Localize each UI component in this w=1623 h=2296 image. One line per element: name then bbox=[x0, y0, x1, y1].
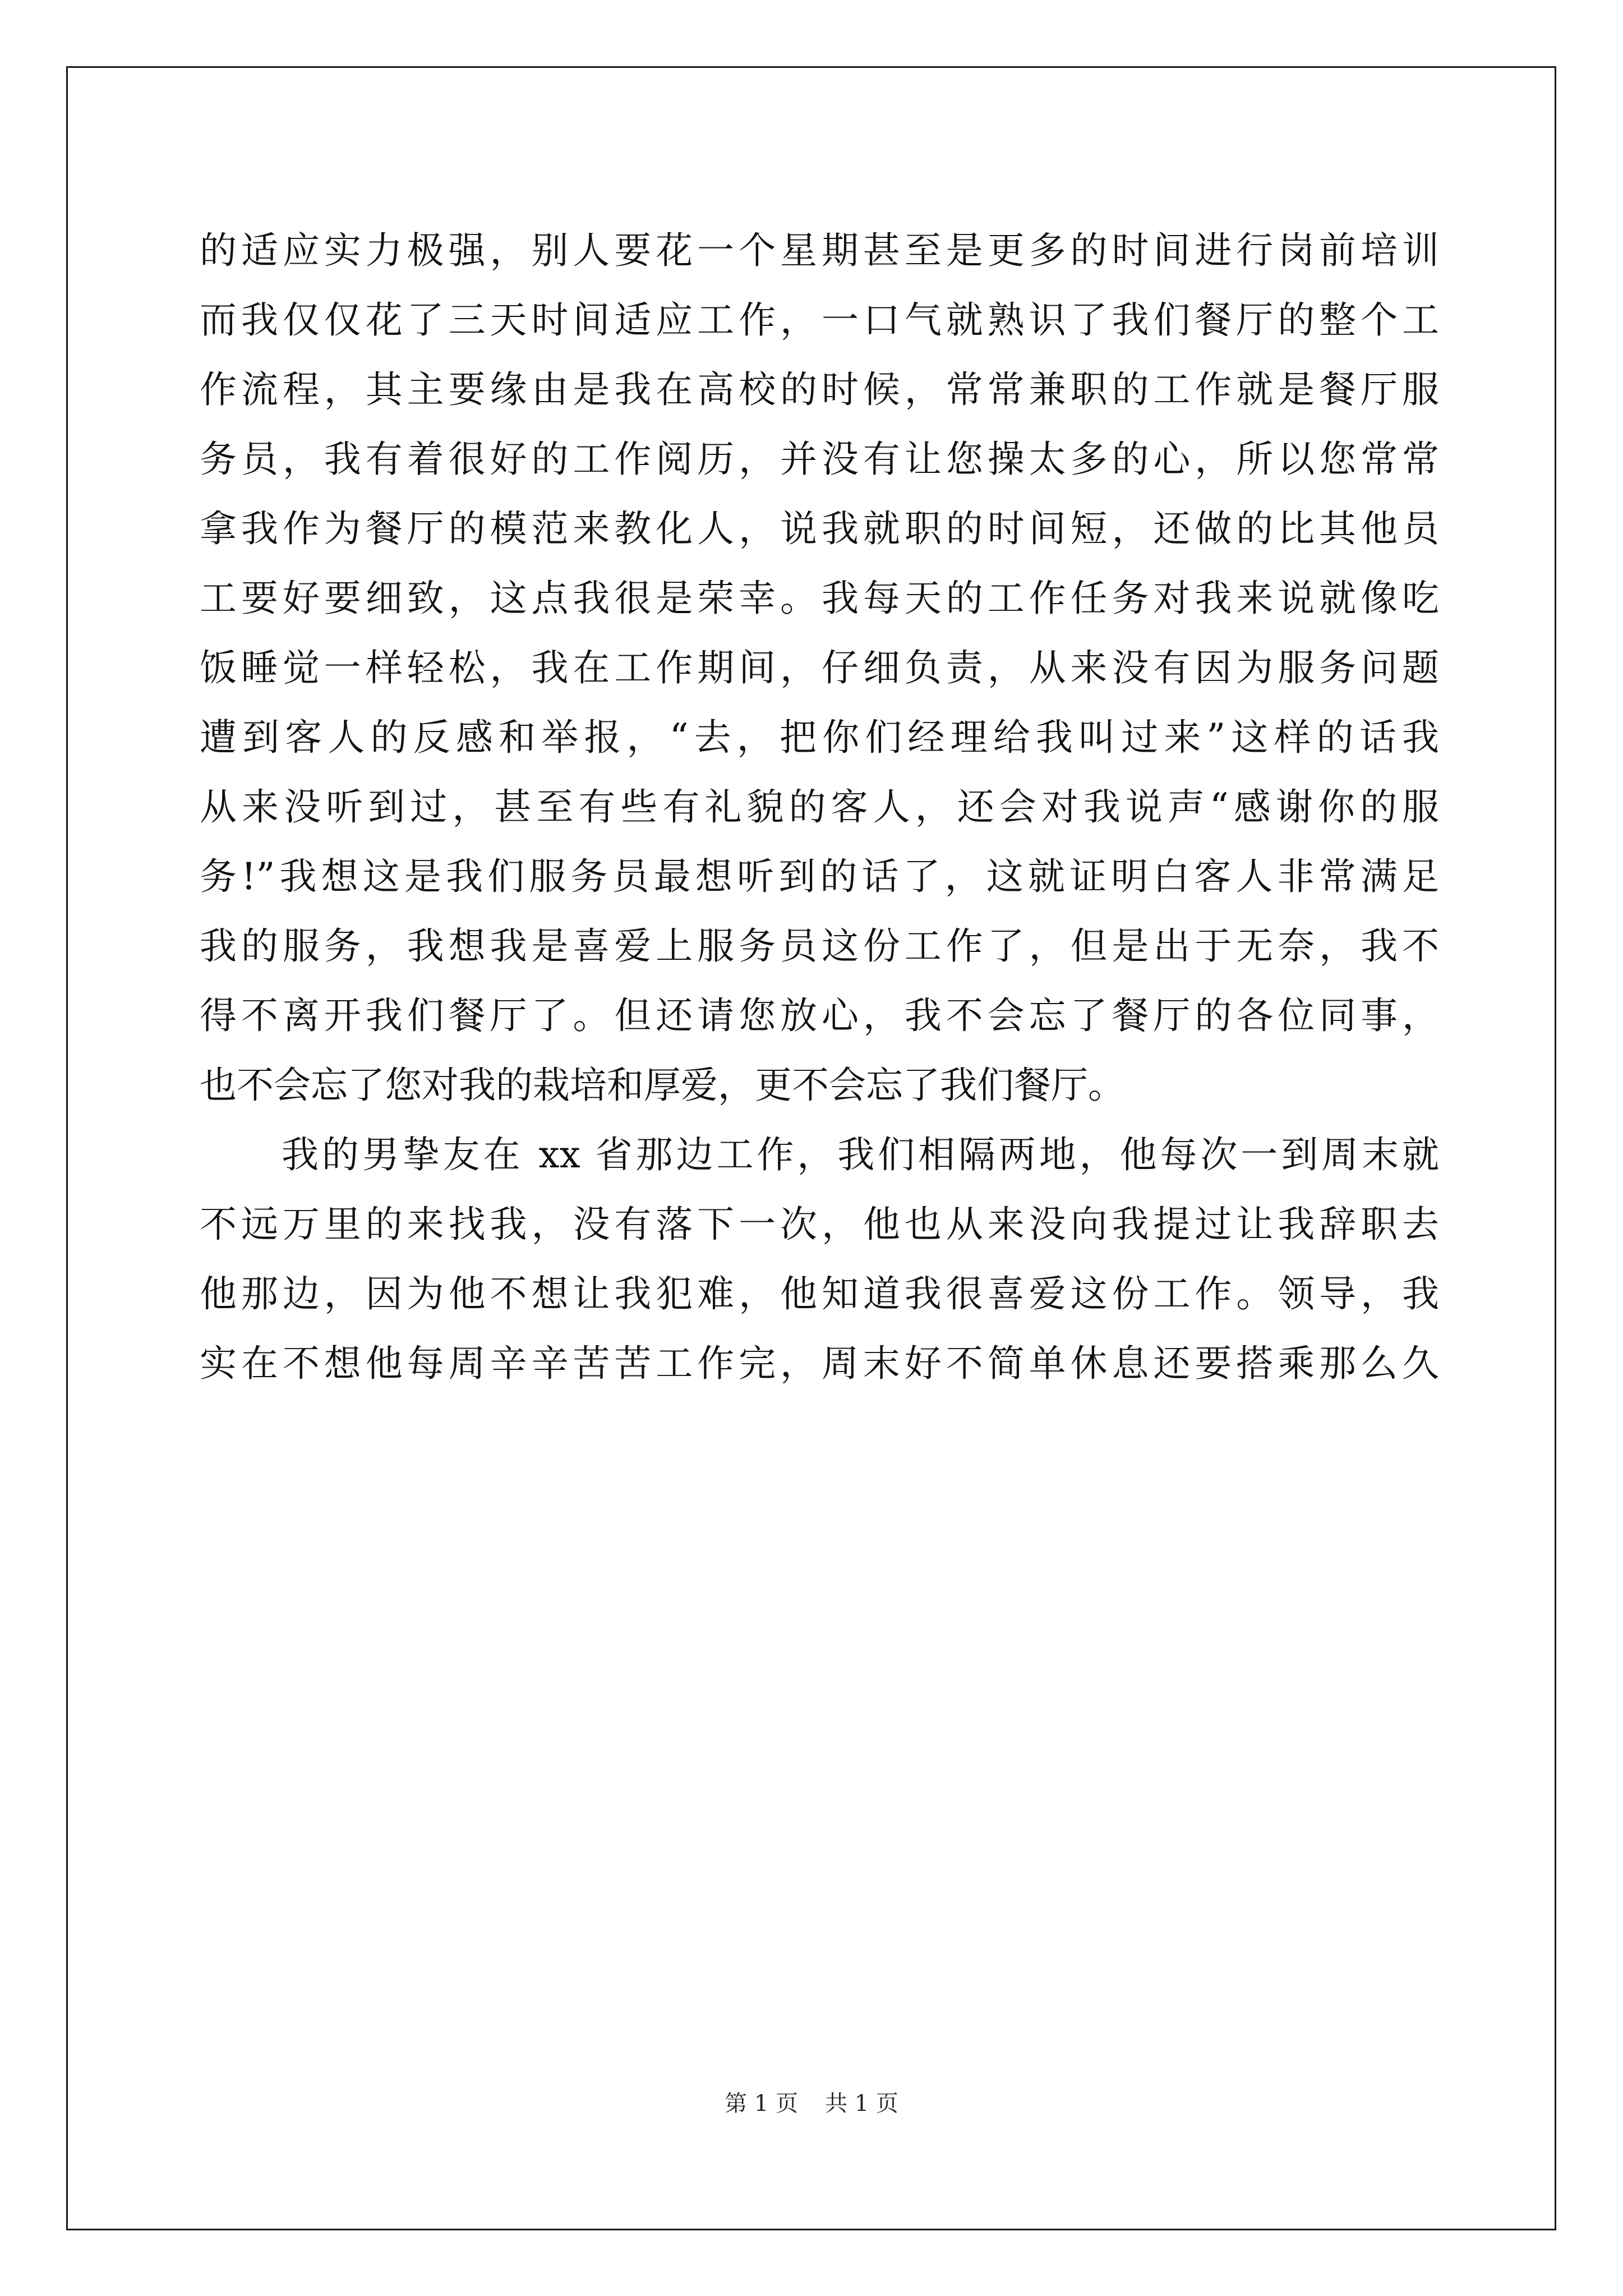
text-line: 从来没听到过，甚至有些有礼貌的客人，还会对我说声“感谢你的服 bbox=[200, 785, 1439, 829]
page-number-current: 第 1 页 bbox=[725, 2091, 798, 2116]
text-line: 遭到客人的反感和举报，“去，把你们经理给我叫过来”这样的话我 bbox=[200, 716, 1439, 759]
text-line: 作流程，其主要缘由是我在高校的时候，常常兼职的工作就是餐厅服 bbox=[200, 368, 1439, 411]
text-line: 务员，我有着很好的工作阅历，并没有让您操太多的心，所以您常常 bbox=[200, 438, 1439, 481]
text-line: 不远万里的来找我，没有落下一次，他也从来没向我提过让我辞职去 bbox=[200, 1203, 1439, 1246]
text-line: 饭睡觉一样轻松，我在工作期间，仔细负责，从来没有因为服务问题 bbox=[200, 646, 1439, 689]
page-footer bbox=[0, 2087, 1623, 2120]
text-line: 也不会忘了您对我的栽培和厚爱，更不会忘了我们餐厅。 bbox=[200, 1064, 1125, 1107]
text-line: 而我仅仅花了三天时间适应工作，一口气就熟识了我们餐厅的整个工 bbox=[200, 298, 1439, 342]
text-line: 的适应实力极强，别人要花一个星期甚至是更多的时间进行岗前培训 bbox=[200, 229, 1439, 272]
document-body bbox=[200, 0, 1439, 2296]
text-line: 务!”我想这是我们服务员最想听到的话了，这就证明白客人非常满足 bbox=[200, 855, 1439, 898]
text-line: 实在不想他每周辛辛苦苦工作完，周末好不简单休息还要搭乘那么久 bbox=[200, 1342, 1439, 1385]
text-line: 拿我作为餐厅的模范来教化人，说我就职的时间短，还做的比其他员 bbox=[200, 507, 1439, 550]
text-line: 工要好要细致，这点我很是荣幸。我每天的工作任务对我来说就像吃 bbox=[200, 577, 1439, 620]
text-line: 我的服务，我想我是喜爱上服务员这份工作了，但是出于无奈，我不 bbox=[200, 924, 1439, 968]
page-number-total: 共 1 页 bbox=[825, 2091, 898, 2116]
text-line: 他那边，因为他不想让我犯难，他知道我很喜爱这份工作。领导，我 bbox=[200, 1272, 1439, 1315]
text-line: 我的男挚友在 xx 省那边工作，我们相隔两地，他每次一到周末就 bbox=[282, 1133, 1439, 1176]
text-line: 得不离开我们餐厅了。但还请您放心，我不会忘了餐厅的各位同事， bbox=[200, 994, 1439, 1037]
